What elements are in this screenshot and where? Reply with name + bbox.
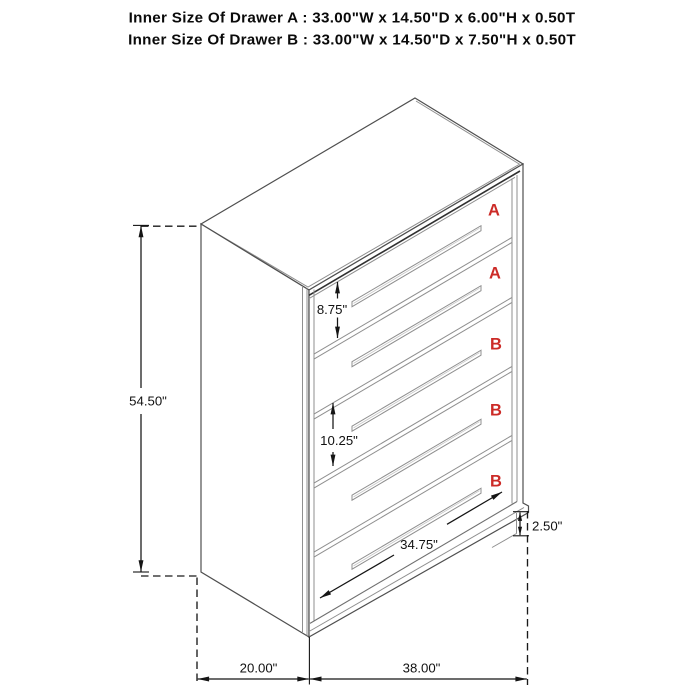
drawer-a-spec-text: Inner Size Of Drawer A : 33.00"W x 14.50"D x 6.00"H x 0.50T <box>128 9 576 27</box>
drawer-b-spec-text: Inner Size Of Drawer B : 33.00"W x 14.50"D x 7.50"H x 0.50T <box>128 31 576 49</box>
chest-side-panel <box>201 224 309 637</box>
depth-value: 20.00" <box>239 660 278 676</box>
plinth-bottom-edge <box>492 534 517 548</box>
drawer-b-opening-value: 10.25" <box>320 433 358 448</box>
base-height-value: 2.50" <box>532 518 563 534</box>
drawer-4-label: B <box>490 401 502 420</box>
header <box>128 10 576 49</box>
drawer-1-label: A <box>488 201 500 220</box>
dimension-base-height <box>513 512 563 536</box>
drawer-5-label: B <box>490 472 502 491</box>
width-value: 38.00" <box>402 660 441 676</box>
drawer-a-opening-value: 8.75" <box>316 302 348 317</box>
overall-height-value: 54.50" <box>129 393 167 409</box>
drawer-3-label: B <box>490 335 502 354</box>
chest-drawing <box>201 98 529 637</box>
dimension-overall-height <box>129 225 200 576</box>
drawer-face-width-value: 34.75" <box>400 537 438 552</box>
drawer-2-label: A <box>489 264 501 283</box>
